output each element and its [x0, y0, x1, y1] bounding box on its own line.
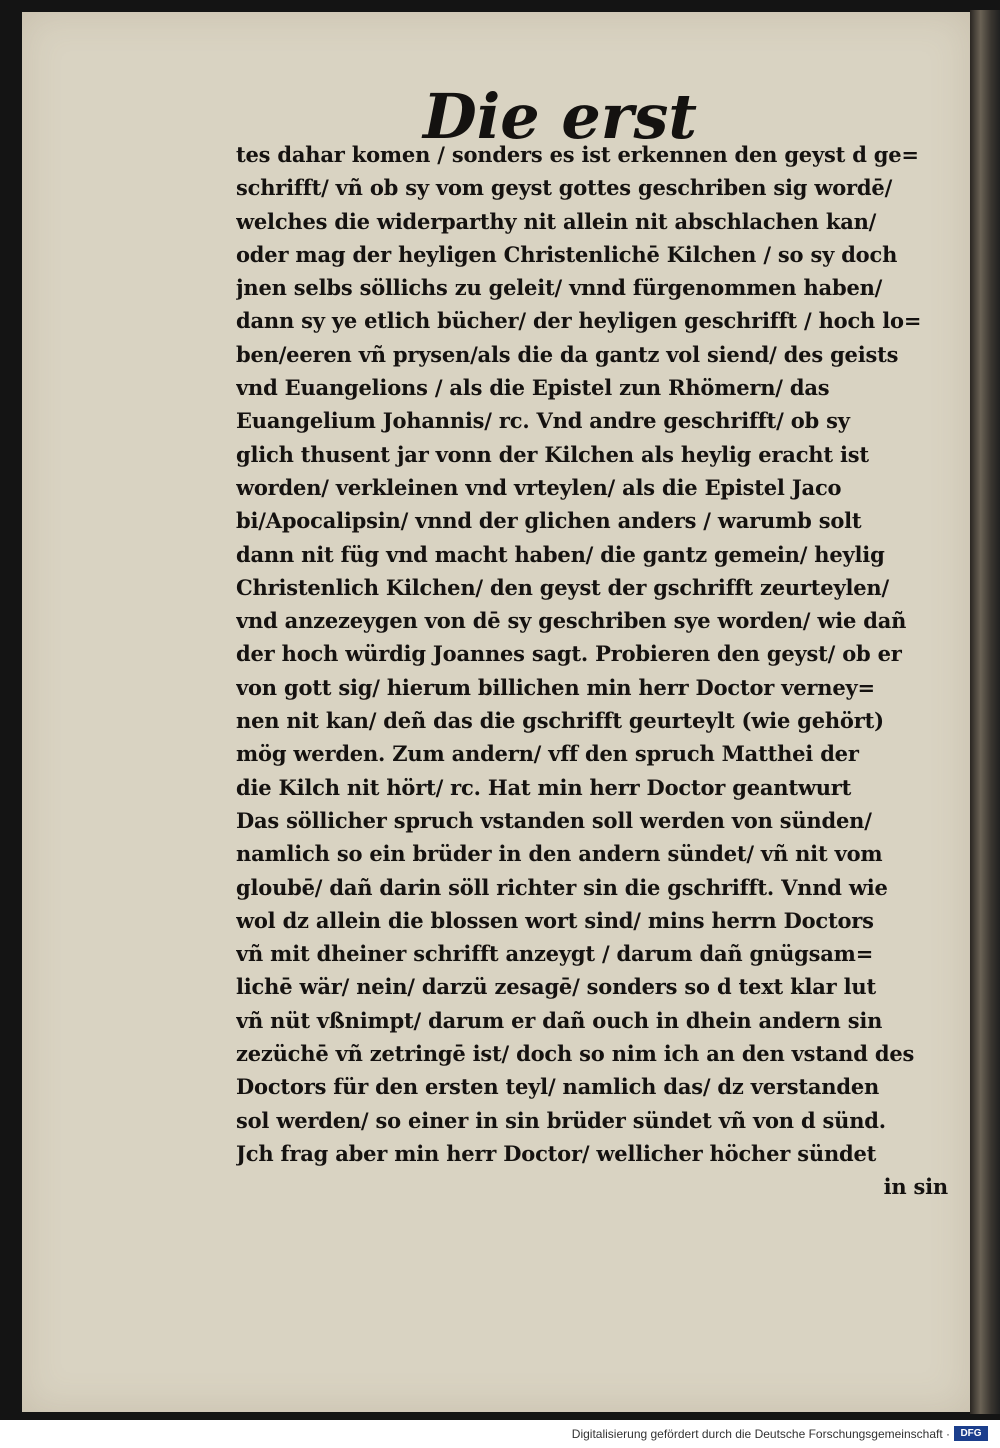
- text-line: die Kilch nit hört/ rc. Hat min herr Doctor geantwurt: [236, 774, 852, 800]
- dfg-logo: DFG: [954, 1426, 988, 1441]
- text-line: gloubē/ dañ darin söll richter sin die gschrifft. Vnnd wie: [236, 874, 888, 900]
- text-line: dann sy ye etlich bücher/ der heyligen geschrifft / hoch lo=: [236, 308, 922, 334]
- book-binding-edge: [970, 10, 1000, 1414]
- text-line: schrifft/ vñ ob sy vom geyst gottes geschriben sig wordē/: [236, 175, 893, 201]
- text-line: lichē wär/ nein/ darzü zesagē/ sonders so d text klar lut: [236, 974, 876, 1000]
- text-line: mög werden. Zum andern/ vff den spruch Matthei der: [236, 741, 859, 767]
- text-line: Christenlich Kilchen/ den geyst der gschrifft zeurteylen/: [236, 574, 889, 600]
- text-line: vnd Euangelions / als die Epistel zun Rhömern/ das: [236, 375, 830, 401]
- text-line: dann nit füg vnd macht haben/ die gantz gemein/ heylig: [236, 541, 885, 567]
- text-line: von gott sig/ hierum billichen min herr Doctor verney=: [236, 674, 875, 700]
- text-line: Doctors für den ersten teyl/ namlich das/ dz verstanden: [236, 1074, 880, 1100]
- body-text: [236, 138, 948, 1204]
- text-line: vñ nüt vßnimpt/ darum er dañ ouch in dhein andern sin: [236, 1007, 883, 1033]
- text-line: tes dahar komen / sonders es ist erkennen den geyst d ge=: [236, 142, 919, 167]
- funding-notice: Digitalisierung gefördert durch die Deutsche Forschungsgemeinschaft ·: [571, 1427, 950, 1441]
- text-line: oder mag der heyligen Christenlichē Kilchen / so sy doch: [236, 241, 898, 267]
- catchword: in sin: [883, 1174, 948, 1200]
- footer-bar: [0, 1420, 1000, 1448]
- text-line: wol dz allein die blossen wort sind/ mins herrn Doctors: [236, 907, 874, 933]
- text-line: Das söllicher spruch vstanden soll werden von sünden/: [236, 807, 872, 833]
- text-line: der hoch würdig Joannes sagt. Probieren den geyst/ ob er: [236, 641, 902, 667]
- text-line: Euangelium Johannis/ rc. Vnd andre geschrifft/ ob sy: [236, 408, 850, 434]
- text-line: ben/eeren vñ prysen/als die da gantz vol siend/ des geists: [236, 341, 899, 367]
- text-line: jnen selbs söllichs zu geleit/ vnnd fürgenommen haben/: [236, 275, 883, 301]
- text-line: sol werden/ so einer in sin brüder sündet vñ von d sünd.: [236, 1107, 886, 1133]
- page-heading: Die erst: [422, 80, 697, 153]
- text-line: namlich so ein brüder in den andern sündet/ vñ nit vom: [236, 841, 883, 867]
- text-line: zezüchē vñ zetringē ist/ doch so nim ich an den vstand des: [236, 1041, 915, 1067]
- text-line: vñ mit dheiner schrifft anzeygt / darum dañ gnügsam=: [236, 941, 874, 967]
- text-line: glich thusent jar vonn der Kilchen als heylig eracht ist: [236, 441, 869, 467]
- text-line: welches die widerparthy nit allein nit abschlachen kan/: [236, 208, 877, 234]
- text-line: vnd anzezeygen von dē sy geschriben sye worden/ wie dañ: [236, 608, 907, 634]
- text-line: bi/Apocalipsin/ vnnd der glichen anders / warumb solt: [236, 508, 862, 534]
- text-line: worden/ verkleinen vnd vrteylen/ als die Epistel Jaco: [236, 474, 842, 500]
- text-line: Jch frag aber min herr Doctor/ wellicher höcher sündet: [236, 1140, 877, 1166]
- text-line: nen nit kan/ deñ das die gschrifft geurteylt (wie gehört): [236, 708, 884, 734]
